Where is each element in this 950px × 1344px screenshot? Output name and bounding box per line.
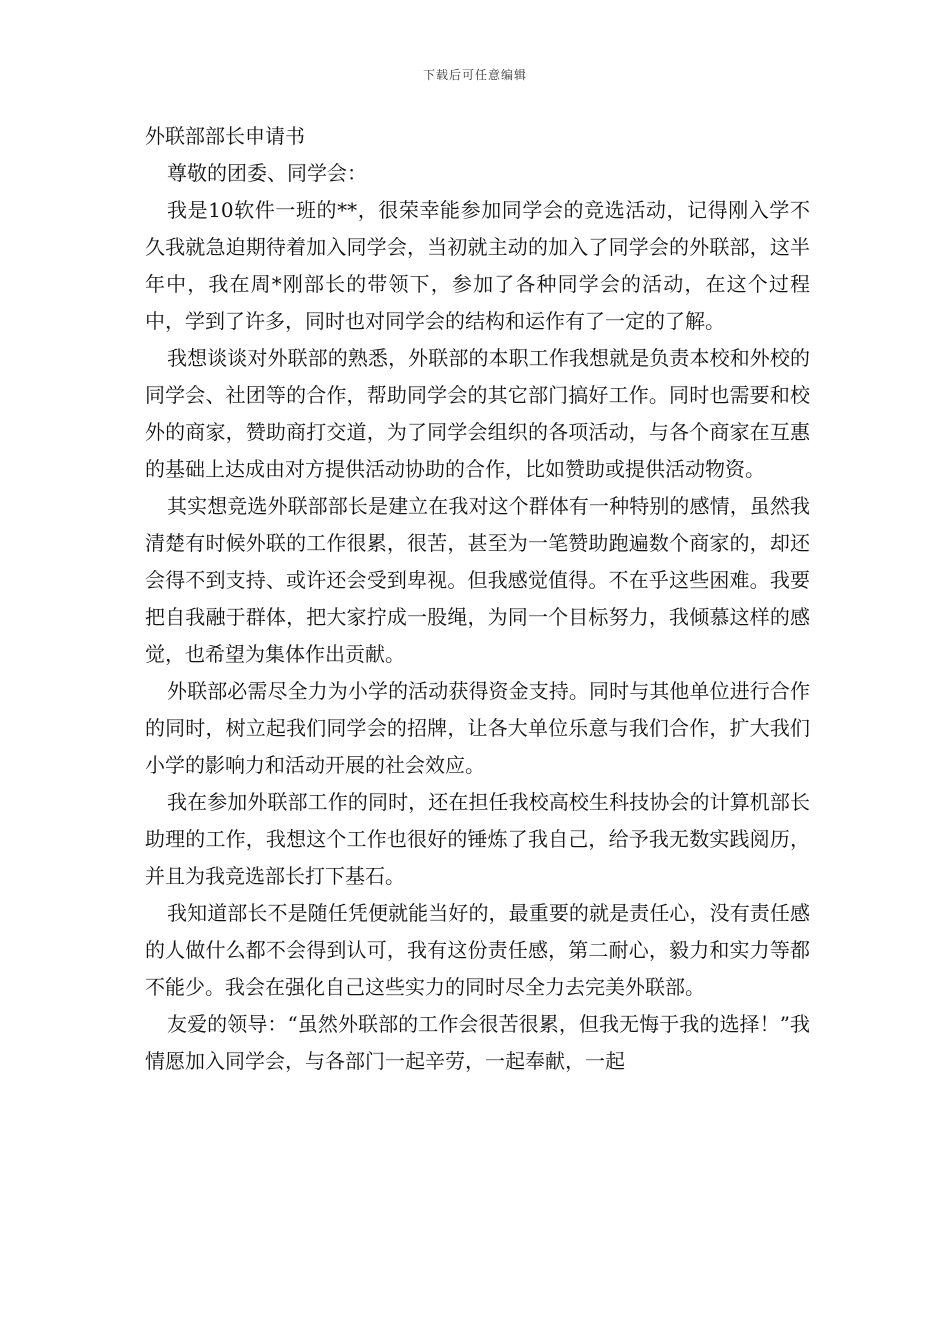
paragraph-1: 我是10软件一班的**，很荣幸能参加同学会的竞选活动，记得刚入学不久我就急迫期待着加入同学会，当初就主动的加入了同学会的外联部，这半年中，我在周*刚部长的带领下，参加了各种同学会的活动，在这个过程中，学到了许多，同时也对同学会的结构和运作有了一定的了解。 [145, 198, 810, 333]
paragraph-2: 我想谈谈对外联部的熟悉，外联部的本职工作我想就是负责本校和外校的同学会、社团等的合作，帮助同学会的其它部门搞好工作。同时也需要和校外的商家，赞助商打交道，为了同学会组织的各项活动，与各个商家在互惠的基础上达成由对方提供活动协助的合作，比如赞助或提供活动物资。 [145, 346, 810, 481]
paragraph-7: 友爱的领导：“虽然外联部的工作会很苦很累，但我无悔于我的选择！”我情愿加入同学会，与各部门一起辛劳，一起奉献，一起 [145, 1012, 810, 1073]
document-title: 外联部部长申请书 [145, 124, 305, 148]
paragraph-6: 我知道部长不是随任凭便就能当好的，最重要的就是责任心，没有责任感的人做什么都不会得到认可，我有这份责任感，第二耐心，毅力和实力等都不能少。我会在强化自己这些实力的同时尽全力去完美外联部。 [145, 901, 810, 999]
document-body [145, 118, 810, 1080]
paragraph-3: 其实想竞选外联部部长是建立在我对这个群体有一种特别的感情，虽然我清楚有时候外联的工作很累，很苦，甚至为一笔赞助跑遍数个商家的，却还会得不到支持、或许还会受到卑视。但我感觉值得。不在乎这些困难。我要把自我融于群体，把大家拧成一股绳，为同一个目标努力，我倾慕这样的感觉，也希望为集体作出贡献。 [145, 494, 810, 666]
page-header-note: 下载后可任意编辑 [422, 68, 527, 82]
salutation: 尊敬的团委、同学会： [167, 161, 367, 185]
paragraph-5: 我在参加外联部工作的同时，还在担任我校高校生科技协会的计算机部长助理的工作，我想这个工作也很好的锤炼了我自己，给予我无数实践阅历，并且为我竞选部长打下基石。 [145, 790, 810, 888]
paragraph-4: 外联部必需尽全力为小学的活动获得资金支持。同时与其他单位进行合作的同时，树立起我们同学会的招牌，让各大单位乐意与我们合作，扩大我们小学的影响力和活动开展的社会效应。 [145, 679, 810, 777]
